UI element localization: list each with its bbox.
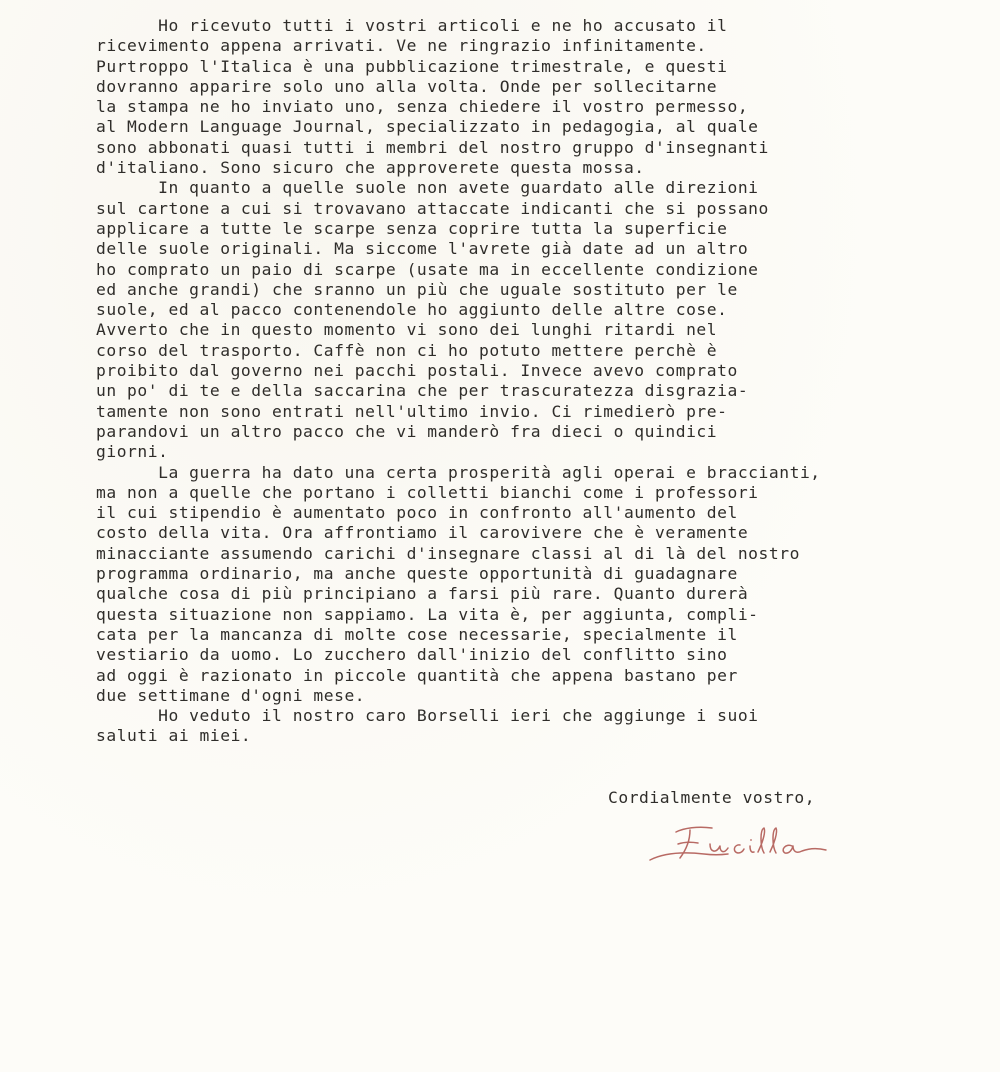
letter-line: Avverto che in questo momento vi sono dei lunghi ritardi nel [96,320,718,340]
letter-line: parandovi un altro pacco che vi manderò fra dieci o quindici [96,421,718,441]
letter-line: applicare a tutte le scarpe senza coprire tutta la superficie [96,218,728,238]
letter-line: suole, ed al pacco contenendole ho aggiunto delle altre cose. [96,300,728,320]
letter-line: minacciante assumendo carichi d'insegnare classi al di là del nostro [96,543,800,563]
letter-line: costo della vita. Ora affrontiamo il carovivere che è veramente [96,523,749,543]
letter-line: sono abbonati quasi tutti i membri del nostro gruppo d'insegnanti [96,137,769,157]
letter-line: questa situazione non sappiamo. La vita è, per aggiunta, compli- [96,604,759,624]
letter-line: dovranno apparire solo uno alla volta. Onde per sollecitarne [96,76,718,96]
letter-line: giorni. [96,442,169,462]
letter-line: In quanto a quelle suole non avete guardato alle direzioni [96,178,759,198]
letter-line: d'italiano. Sono sicuro che approverete questa mossa. [96,158,645,178]
letter-line: ad oggi è razionato in piccole quantità che appena bastano per [96,665,738,685]
letter-line: Purtroppo l'Italica è una pubblicazione trimestrale, e questi [96,56,728,76]
letter-line: la stampa ne ho inviato uno, senza chiedere il vostro permesso, [96,97,749,117]
letter-line: Ho veduto il nostro caro Borselli ieri che aggiunge i suoi [96,706,759,726]
letter-line: Ho ricevuto tutti i vostri articoli e ne ho accusato il [96,16,728,35]
letter-line: ed anche grandi) che sranno un più che uguale sostituto per le [96,279,738,299]
letter-line: proibito dal governo nei pacchi postali. Invece avevo comprato [96,361,738,381]
letter-line: sul cartone a cui si trovavano attaccate indicanti che si possano [96,198,769,218]
closing-salutation: Cordialmente vostro, [608,788,816,807]
letter-line: programma ordinario, ma anche queste opportunità di guadagnare [96,564,738,584]
letter-line: ricevimento appena arrivati. Ve ne ringrazio infinitamente. [96,36,707,56]
letter-line: qualche cosa di più principiano a farsi più rare. Quanto durerà [96,584,749,604]
letter-line: un po' di te e della saccarina che per trascuratezza disgrazia- [96,381,749,401]
handwritten-signature [646,818,836,868]
letter-line: corso del trasporto. Caffè non ci ho potuto mettere perchè è [96,340,718,360]
letter-line: saluti ai miei. [96,726,252,746]
letter-line: ho comprato un paio di scarpe (usate ma in eccellente condizione [96,259,759,279]
letter-line: delle suole originali. Ma siccome l'avrete già date ad un altro [96,239,749,259]
letter-line: due settimane d'ogni mese. [96,685,366,705]
letter-body [96,16,956,747]
letter-line: ma non a quelle che portano i colletti bianchi come i professori [96,482,759,502]
letter-line: tamente non sono entrati nell'ultimo invio. Ci rimedierò pre- [96,401,728,421]
letter-line: vestiario da uomo. Lo zucchero dall'inizio del conflitto sino [96,645,728,665]
letter-line: cata per la mancanza di molte cose necessarie, specialmente il [96,624,738,644]
letter-line: La guerra ha dato una certa prosperità agli operai e braccianti, [96,462,821,482]
letter-line: il cui stipendio è aumentato poco in confronto all'aumento del [96,503,738,523]
letter-line: al Modern Language Journal, specializzato in pedagogia, al quale [96,117,759,137]
